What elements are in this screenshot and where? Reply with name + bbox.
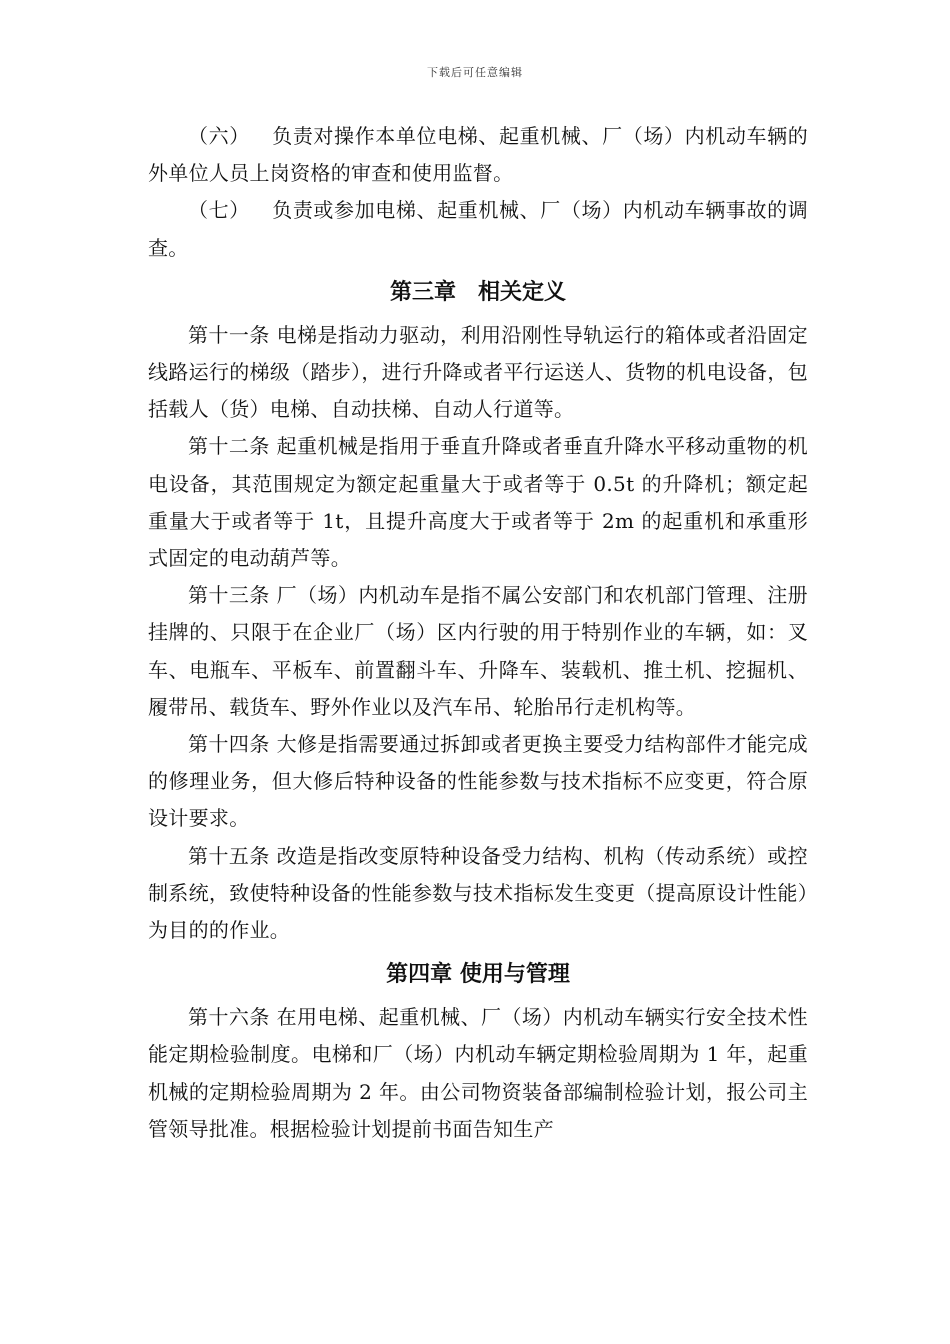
clause-6: [148, 118, 808, 192]
clause-6-text: 负责对操作本单位电梯、起重机械、厂（场）内机动车辆的外单位人员上岗资格的审查和使用监督。: [148, 124, 808, 186]
chapter-4-heading: 第四章 使用与管理: [386, 962, 570, 988]
chapter-3-heading: 第三章 相关定义: [389, 279, 566, 305]
clause-7: [148, 192, 808, 266]
article-11: 第十一条 电梯是指动力驱动，利用沿刚性导轨运行的箱体或者沿固定线路运行的梯级（踏步），进行升降或者平行运送人、货物的机电设备，包括载人（货）电梯、自动扶梯、自动人行道等。: [148, 322, 808, 422]
article-13: 第十三条 厂（场）内机动车是指不属公安部门和农机部门管理、注册挂牌的、只限于在企业厂（场）区内行驶的用于特别作业的车辆，如：叉车、电瓶车、平板车、前置翻斗车、升降车、装载机、推土机、挖掘机、履带吊、载货车、野外作业以及汽车吊、轮胎吊行走机构等。: [148, 583, 808, 719]
clause-7-label: （七）: [188, 198, 250, 223]
document-body: [148, 118, 808, 1148]
article-14: 第十四条 大修是指需要通过拆卸或者更换主要受力结构部件才能完成的修理业务，但大修后特种设备的性能参数与技术指标不应变更，符合原设计要求。: [148, 732, 808, 831]
clause-7-text: 负责或参加电梯、起重机械、厂（场）内机动车辆事故的调查。: [148, 198, 808, 260]
article-16: 第十六条 在用电梯、起重机械、厂（场）内机动车辆实行安全技术性能定期检验制度。电梯和厂（场）内机动车辆定期检验周期为 1 年，起重机械的定期检验周期为 2 年。由公司物资装备部编制检验计划，报公司主管领导批准。根据检验计划提前书面告知生产: [148, 1005, 808, 1141]
clause-6-label: （六）: [188, 124, 250, 148]
article-15: 第十五条 改造是指改变原特种设备受力结构、机构（传动系统）或控制系统，致使特种设备的性能参数与技术指标发生变更（提高原设计性能）为目的的作业。: [148, 843, 808, 943]
article-12: 第十二条 起重机械是指用于垂直升降或者垂直升降水平移动重物的机电设备，其范围规定为额定起重量大于或者等于 0.5t 的升降机；额定起重量大于或者等于 1t，且提升高度大于或者等于 2m 的起重机和承重形式固定的电动葫芦等。: [148, 434, 808, 571]
header-note: 下载后可任意编辑: [427, 66, 523, 79]
